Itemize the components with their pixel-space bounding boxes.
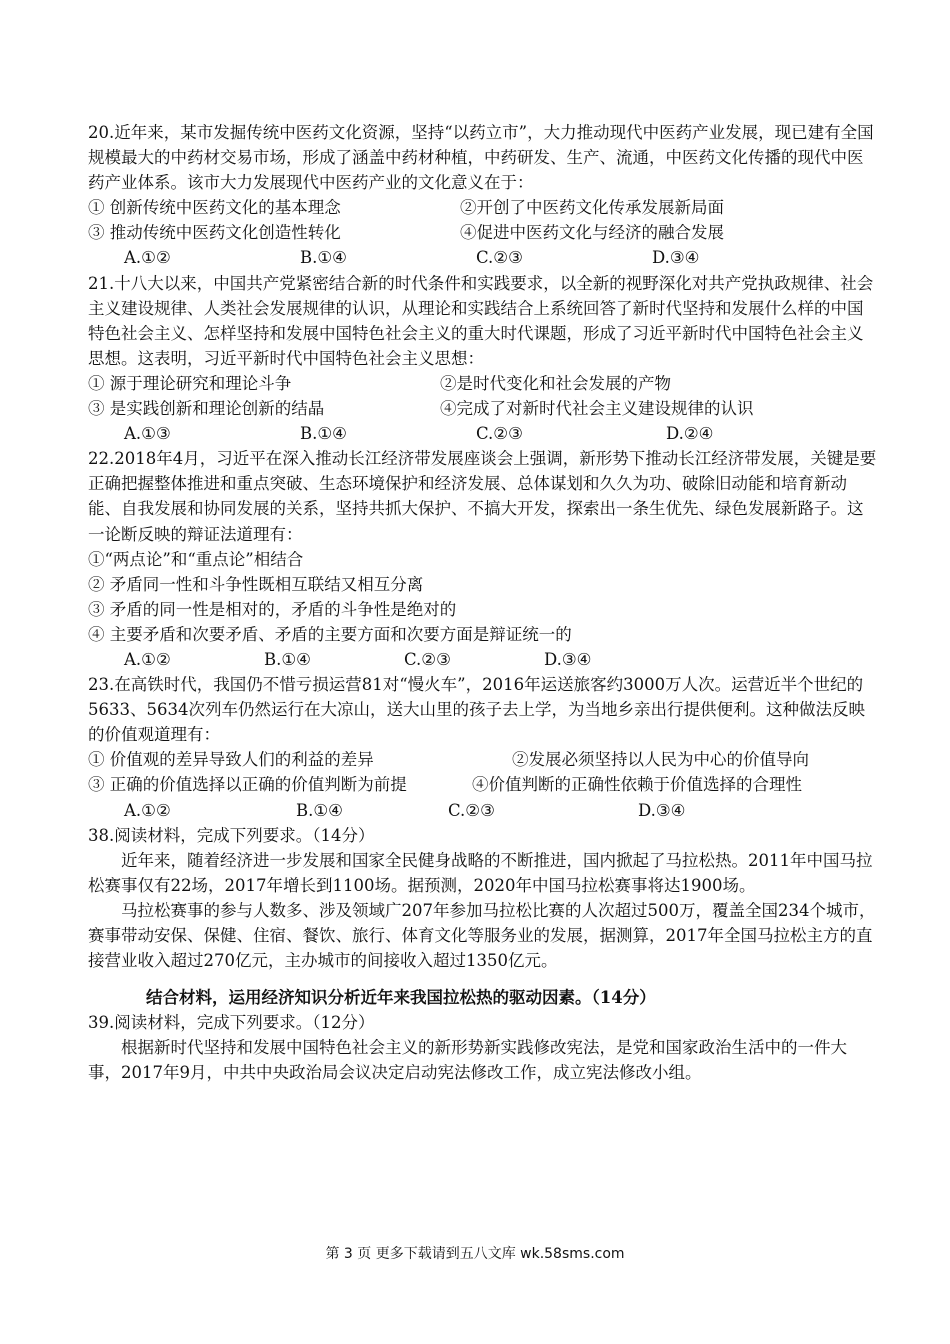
exam-page xyxy=(88,120,878,1086)
q20-statements-row1 xyxy=(88,195,878,220)
q20-statement-3: ③ 推动传统中医药文化创造性转化 xyxy=(88,223,341,243)
q20-statement-4: ④促进中医药文化与经济的融合发展 xyxy=(460,223,724,243)
q20-option-a[interactable]: A.①② xyxy=(124,248,171,268)
q21-stem: 21.十八大以来，中国共产党紧密结合新的时代条件和实践要求，以全新的视野深化对共产党执政规律、社会主义建设规律、人类社会发展规律的认识，从理论和实践结合上系统回答了新时代坚持和发展什么样的中国特色社会主义、怎样坚持和发展中国特色社会主义的重大时代课题，形成了习近平新时代中国特色社会主义思想。这表明，习近平新时代中国特色社会主义思想： xyxy=(88,273,874,368)
q38-paragraph-1: 近年来，随着经济进一步发展和国家全民健身战略的不断推进，国内掀起了马拉松热。2011年中国马拉松赛事仅有22场，2017年增长到1100场。据预测，2020年中国马拉松赛事将达1900场。 xyxy=(88,850,873,895)
q23-option-b[interactable]: B.①④ xyxy=(296,800,343,820)
q20-statement-2: ②开创了中医药文化传承发展新局面 xyxy=(460,198,724,218)
q22-statement-3: ③ 矛盾的同一性是相对的，矛盾的斗争性是绝对的 xyxy=(88,599,457,619)
q21-statements-row1 xyxy=(88,371,878,396)
q22-option-a[interactable]: A.①② xyxy=(124,649,171,669)
q38-task: 结合材料，运用经济知识分析近年来我国拉松热的驱动因素。（14分） xyxy=(146,988,656,1008)
q20-option-b[interactable]: B.①④ xyxy=(300,248,347,268)
q21-statements-row2 xyxy=(88,396,878,421)
q38-paragraph-2: 马拉松赛事的参与人数多、涉及领域广207年参加马拉松比赛的人次超过500万，覆盖全国234个城市，赛事带动安保、保健、住宿、餐饮、旅行、体育文化等服务业的发展，据测算，2017年全国马拉松主方的直接营业收入超过270亿元，主办城市的间接收入超过1350亿元。 xyxy=(88,900,876,971)
q23-options xyxy=(88,798,878,823)
q21-statement-3: ③ 是实践创新和理论创新的结晶 xyxy=(88,399,325,419)
q21-option-d[interactable]: D.②④ xyxy=(666,424,714,444)
page-footer: 第 3 页 更多下载请到五八文库 wk.58sms.com xyxy=(325,1246,625,1262)
q20-statements-row2 xyxy=(88,220,878,245)
q21-option-c[interactable]: C.②③ xyxy=(476,424,523,444)
q20-statement-1: ① 创新传统中医药文化的基本理念 xyxy=(88,198,341,218)
q22-statement-4: ④ 主要矛盾和次要矛盾、矛盾的主要方面和次要方面是辩证统一的 xyxy=(88,624,572,644)
q23-statement-1: ① 价值观的差异导致人们的利益的差异 xyxy=(88,750,374,770)
q21-statement-4: ④完成了对新时代社会主义建设规律的认识 xyxy=(440,399,754,419)
q22-stem: 22.2018年4月，习近平在深入推动长江经济带发展座谈会上强调，新形势下推动长江经济带发展，关键是要正确把握整体推进和重点突破、生态环境保护和经济发展、总体谋划和久久为功、破除旧动能和培育新动能、自我发展和协同发展的关系，坚持共抓大保护、不搞大开发，探索出一条生优先、绿色发展新路子。这一论断反映的辩证法道理有： xyxy=(88,449,877,544)
q21-option-a[interactable]: A.①③ xyxy=(124,424,171,444)
q23-statement-3: ③ 正确的价值选择以正确的价值判断为前提 xyxy=(88,775,407,795)
q21-statement-1: ① 源于理论研究和理论斗争 xyxy=(88,373,292,393)
q39-paragraph-1: 根据新时代坚持和发展中国特色社会主义的新形势新实践修改宪法，是党和国家政治生活中的一件大事，2017年9月，中共中央政治局会议决定启动宪法修改工作，成立宪法修改小组。 xyxy=(88,1038,847,1083)
q22-statement-1: ①“两点论”和“重点论”相结合 xyxy=(88,549,304,569)
q21-option-b[interactable]: B.①④ xyxy=(300,424,347,444)
q22-statement-2: ② 矛盾同一性和斗争性既相互联结又相互分离 xyxy=(88,574,424,594)
q38-title: 38.阅读材料，完成下列要求。（14分） xyxy=(88,825,375,845)
q23-option-d[interactable]: D.③④ xyxy=(638,800,686,820)
q22-option-b[interactable]: B.①④ xyxy=(264,649,311,669)
q21-options xyxy=(88,421,878,446)
q22-options xyxy=(88,647,878,672)
q22-option-c[interactable]: C.②③ xyxy=(404,649,451,669)
q22-option-d[interactable]: D.③④ xyxy=(544,649,592,669)
q23-option-a[interactable]: A.①② xyxy=(124,800,171,820)
q20-stem: 20.近年来，某市发掘传统中医药文化资源，坚持“以药立市”，大力推动现代中医药产业发展，现已建有全国规模最大的中药材交易市场，形成了涵盖中药材种植，中药研发、生产、流通，中医药文化传播的现代中医药产业体系。该市大力发展现代中医药产业的文化意义在于： xyxy=(88,123,874,193)
q23-stem: 23.在高铁时代，我国仍不惜亏损运营81对“慢火车”，2016年运送旅客约3000万人次。运营近半个世纪的5633、5634次列车仍然运行在大凉山，送大山里的孩子去上学，为当地乡亲出行提供便利。这种做法反映的价值观道理有： xyxy=(88,675,865,745)
q23-statements-row1 xyxy=(88,747,878,772)
q20-option-c[interactable]: C.②③ xyxy=(476,248,523,268)
q23-statement-2: ②发展必须坚持以人民为中心的价值导向 xyxy=(512,750,809,770)
q23-statements-row2 xyxy=(88,772,878,797)
q21-statement-2: ②是时代变化和社会发展的产物 xyxy=(440,373,671,393)
q23-statement-4: ④价值判断的正确性依赖于价值选择的合理性 xyxy=(472,775,802,795)
q39-title: 39.阅读材料，完成下列要求。（12分） xyxy=(88,1013,375,1033)
q20-options xyxy=(88,245,878,270)
q20-option-d[interactable]: D.③④ xyxy=(652,248,700,268)
q23-option-c[interactable]: C.②③ xyxy=(448,800,495,820)
